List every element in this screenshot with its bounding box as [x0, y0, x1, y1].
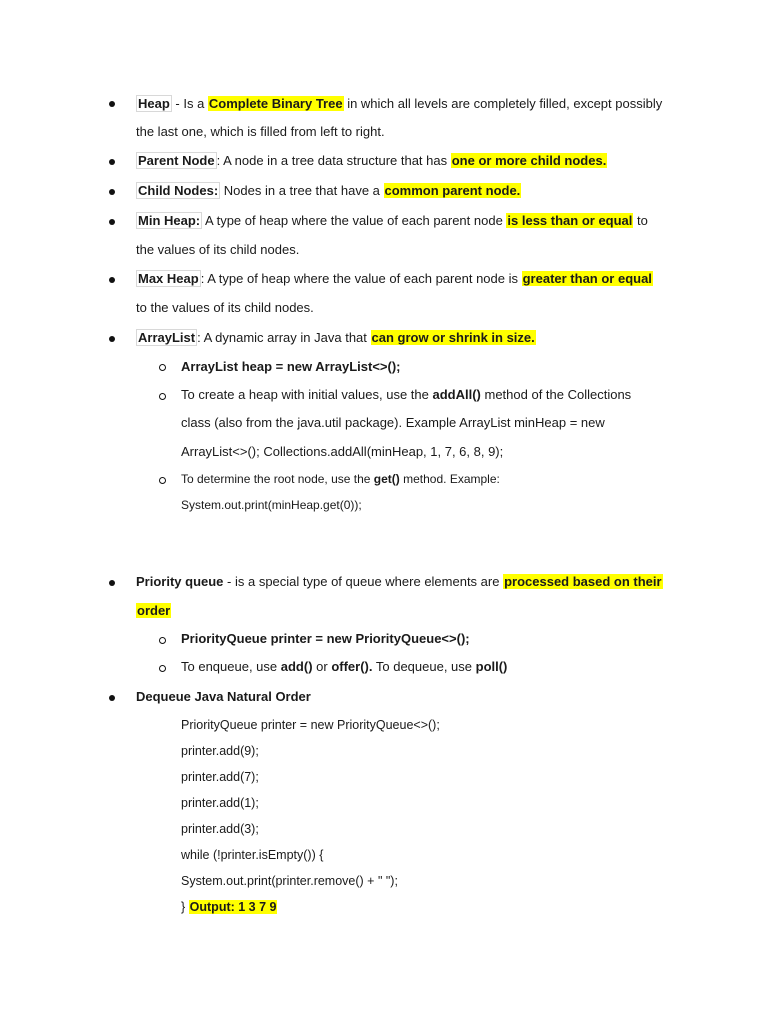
sub-bullet-icon: [159, 637, 166, 644]
min-heap-definition: Min Heap: A type of heap where the value of each parent node is less than or equal to: [138, 213, 648, 228]
priority-queue-highlight: processed based on their: [504, 574, 662, 589]
code-line: printer.add(9);: [181, 744, 259, 758]
heap-highlight: Complete Binary Tree: [208, 96, 343, 111]
sub-bullet-icon: [159, 477, 166, 484]
bullet-icon: [109, 695, 115, 701]
bullet-icon: [109, 336, 115, 342]
child-nodes-definition: Child Nodes: Nodes in a tree that have a common parent node.: [138, 183, 521, 198]
code-line: printer.add(3);: [181, 822, 259, 836]
priority-queue-definition-line2: order: [137, 603, 171, 618]
priority-queue-methods: To enqueue, use add() or offer(). To dequeue, use poll(): [181, 659, 508, 674]
parent-node-highlight: one or more child nodes.: [451, 153, 607, 168]
arraylist-get-example: System.out.print(minHeap.get(0));: [181, 498, 362, 512]
sub-bullet-icon: [159, 665, 166, 672]
parent-node-definition: Parent Node : A node in a tree data structure that has one or more child nodes.: [138, 153, 607, 168]
arraylist-term: ArrayList: [138, 330, 196, 345]
bullet-icon: [109, 580, 115, 586]
arraylist-addall-note-line3: ArrayList<>(); Collections.addAll(minHeap, 1, 7, 6, 8, 9);: [181, 444, 504, 459]
code-output-line: } Output: 1 3 7 9: [181, 900, 277, 914]
arraylist-definition: ArrayList : A dynamic array in Java that can grow or shrink in size.: [138, 330, 535, 345]
bullet-icon: [109, 219, 115, 225]
priority-queue-definition: Priority queue - is a special type of queue where elements are processed based on their: [136, 574, 662, 589]
max-heap-definition-line2: to the values of its child nodes.: [136, 300, 314, 315]
output-highlight: Output: 1 3 7 9: [189, 900, 277, 914]
child-nodes-term: Child Nodes:: [138, 183, 219, 198]
child-nodes-highlight: common parent node.: [384, 183, 521, 198]
max-heap-definition: Max Heap : A type of heap where the value of each parent node is greater than or equal: [138, 271, 652, 286]
min-heap-highlight: is less than or equal: [507, 213, 633, 228]
min-heap-definition-line2: the values of its child nodes.: [136, 242, 300, 257]
sub-bullet-icon: [159, 393, 166, 400]
bullet-icon: [109, 159, 115, 165]
arraylist-addall-note-line2: class (also from the java.util package). Example ArrayList minHeap = new: [181, 415, 605, 430]
min-heap-term: Min Heap:: [138, 213, 201, 228]
code-line: while (!printer.isEmpty()) {: [181, 848, 324, 862]
code-line: printer.add(7);: [181, 770, 259, 784]
heap-term: Heap: [138, 96, 170, 111]
code-line: PriorityQueue printer = new PriorityQueue<>();: [181, 718, 440, 732]
heap-definition-line2: the last one, which is filled from left to right.: [136, 124, 385, 139]
priority-queue-declaration: PriorityQueue printer = new PriorityQueue<>();: [181, 631, 470, 646]
arraylist-declaration: ArrayList heap = new ArrayList<>();: [181, 359, 401, 374]
dequeue-heading: Dequeue Java Natural Order: [136, 689, 311, 704]
sub-bullet-icon: [159, 364, 166, 371]
max-heap-highlight: greater than or equal: [522, 271, 652, 286]
bullet-icon: [109, 101, 115, 107]
parent-node-term: Parent Node: [138, 153, 215, 168]
bullet-icon: [109, 277, 115, 283]
code-line: printer.add(1);: [181, 796, 259, 810]
arraylist-addall-note: To create a heap with initial values, use the addAll() method of the Collections: [181, 387, 632, 402]
code-line: System.out.print(printer.remove() + " ");: [181, 874, 398, 888]
priority-queue-term: Priority queue: [136, 574, 224, 589]
bullet-icon: [109, 189, 115, 195]
heap-definition: Heap - Is a Complete Binary Tree in which all levels are completely filled, except possibly: [138, 96, 663, 111]
max-heap-term: Max Heap: [138, 271, 199, 286]
arraylist-get-note: To determine the root node, use the get() method. Example:: [181, 472, 500, 486]
arraylist-highlight: can grow or shrink in size.: [371, 330, 535, 345]
